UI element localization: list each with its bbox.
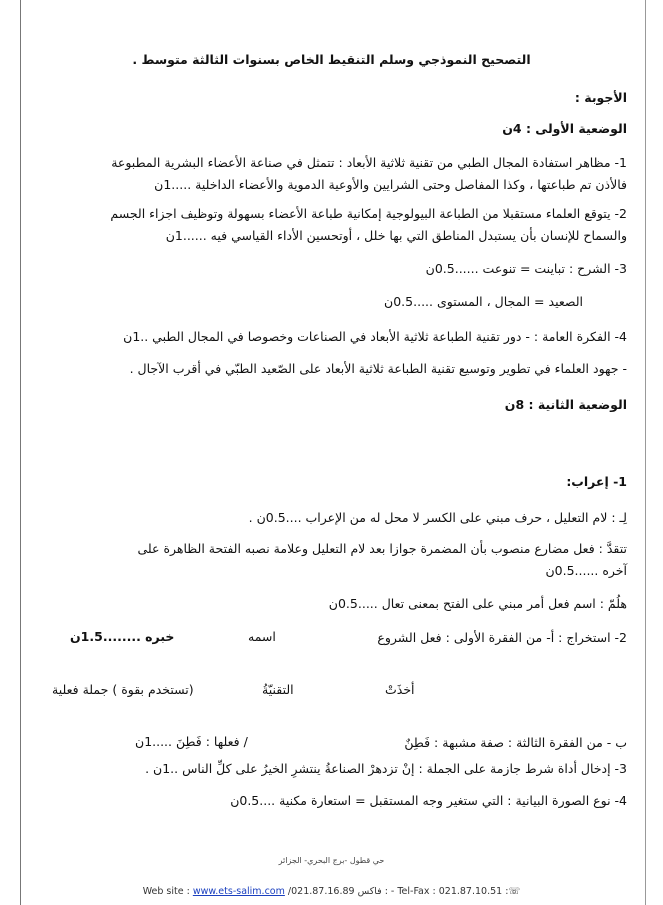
s1-item2-line1: 2- يتوقع العلماء مستقبلا من الطباعة البيولوجية إمكانية طباعة الأعضاء بسهولة وتوظيف اجزاء الجسم bbox=[110, 206, 627, 221]
s2-q1-a: لِـ : لام التعليل ، حرف مبني على الكسر لا محل له من الإعراب ....0.5ن . bbox=[248, 510, 627, 525]
section1-heading: الوضعية الأولى : 4ن bbox=[502, 121, 627, 136]
website-link[interactable]: www.ets-salim.com bbox=[192, 886, 285, 897]
s1-item4-line1: 4- الفكرة العامة : - دور تقنية الطباعة ثلاثية الأبعاد في الصناعات وخصوصا في المجال الطبي ..1ن bbox=[123, 329, 627, 344]
s2-q3: 3- إدخال أداة شرط جازمة على الجملة : إنْ تزدهرْ الصناعةُ ينتشرِ الخيرُ على كلِّ الناس ..1ن . bbox=[145, 761, 627, 776]
s1-item1-line2: فالأذن تم طباعتها ، وكذا المفاصل وحتى الشرايين والأوعية الدموية والأعضاء الداخلية .....1ن bbox=[154, 177, 627, 192]
document-title: التصحيح النموذجي وسلم التنقيط الخاص بسنوات الثالثة متوسط . bbox=[132, 52, 531, 67]
answers-heading: الأجوبة : bbox=[574, 90, 627, 105]
s2-q4: 4- نوع الصورة البيانية : التي ستغير وجه المستقبل = استعارة مكنية ....0.5ن bbox=[230, 793, 627, 808]
phone-fax: /021.87.16.89 فاكس : - Tel-Fax : 021.87.10.51 :☏ bbox=[287, 886, 521, 897]
s2-q2-khabar: خبره ........1.5ن bbox=[70, 629, 175, 644]
s1-item3-line1: 3- الشرح : تباينت = تنوعت ......0.5ن bbox=[425, 261, 627, 276]
s2-q2-b-part1: ب - من الفقرة الثالثة : صفة مشبهة : فَطِنٌ bbox=[404, 735, 627, 750]
s2-q1-c: هلُمّ : اسم فعل أمر مبني على الفتح بمعنى تعال .....0.5ن bbox=[328, 596, 627, 611]
s1-item1-line1: 1- مظاهر استفادة المجال الطبي من تقنية ثلاثية الأبعاد : تتمثل في صناعة الأعضاء البشرية المطبوعة bbox=[111, 155, 627, 170]
s2-q1-b-line2: آخره ......0.5ن bbox=[545, 563, 627, 578]
s2-q2-ism: اسمه bbox=[248, 629, 276, 644]
website-label: Web site : bbox=[142, 886, 190, 897]
s2-q2-label: 2- استخراج : أ- من الفقرة الأولى : فعل الشروع bbox=[377, 630, 627, 645]
section2-heading: الوضعية الثانية : 8ن bbox=[504, 397, 627, 412]
footer-address: حي قطول -برج البحري- الجزائر bbox=[278, 856, 385, 865]
footer-contact bbox=[0, 886, 663, 897]
s1-item3-line2: الصعيد = المجال ، المستوى .....0.5ن bbox=[384, 294, 583, 309]
s1-item4-line2: - جهود العلماء في تطوير وتوسيع تقنية الطباعة ثلاثية الأبعاد على الصّعيد الطبّي في أقرب الآجال . bbox=[129, 361, 627, 376]
s2-q2-v1: أخذَتْ bbox=[385, 682, 415, 697]
s2-q1: 1- إعراب: bbox=[566, 474, 627, 489]
s2-q1-b-line1: تتقدَّ : فعل مضارع منصوب بأن المضمرة جوازا بعد لام التعليل وعلامة نصبه الفتحة الظاهرة على bbox=[137, 541, 627, 556]
s2-q2-b-part2: / فعلها : فَطِنَ .....1ن bbox=[135, 734, 248, 749]
s1-item2-line2: والسماح للإنسان بأن يستبدل المناطق التي بها خلل ، أوتحسين الأداء القياسي فيه ......1ن bbox=[165, 228, 627, 243]
s2-q2-v3: (تستخدم بقوة ) جملة فعلية bbox=[52, 682, 194, 697]
s2-q2-v2: التقنيّةُ bbox=[262, 682, 294, 697]
